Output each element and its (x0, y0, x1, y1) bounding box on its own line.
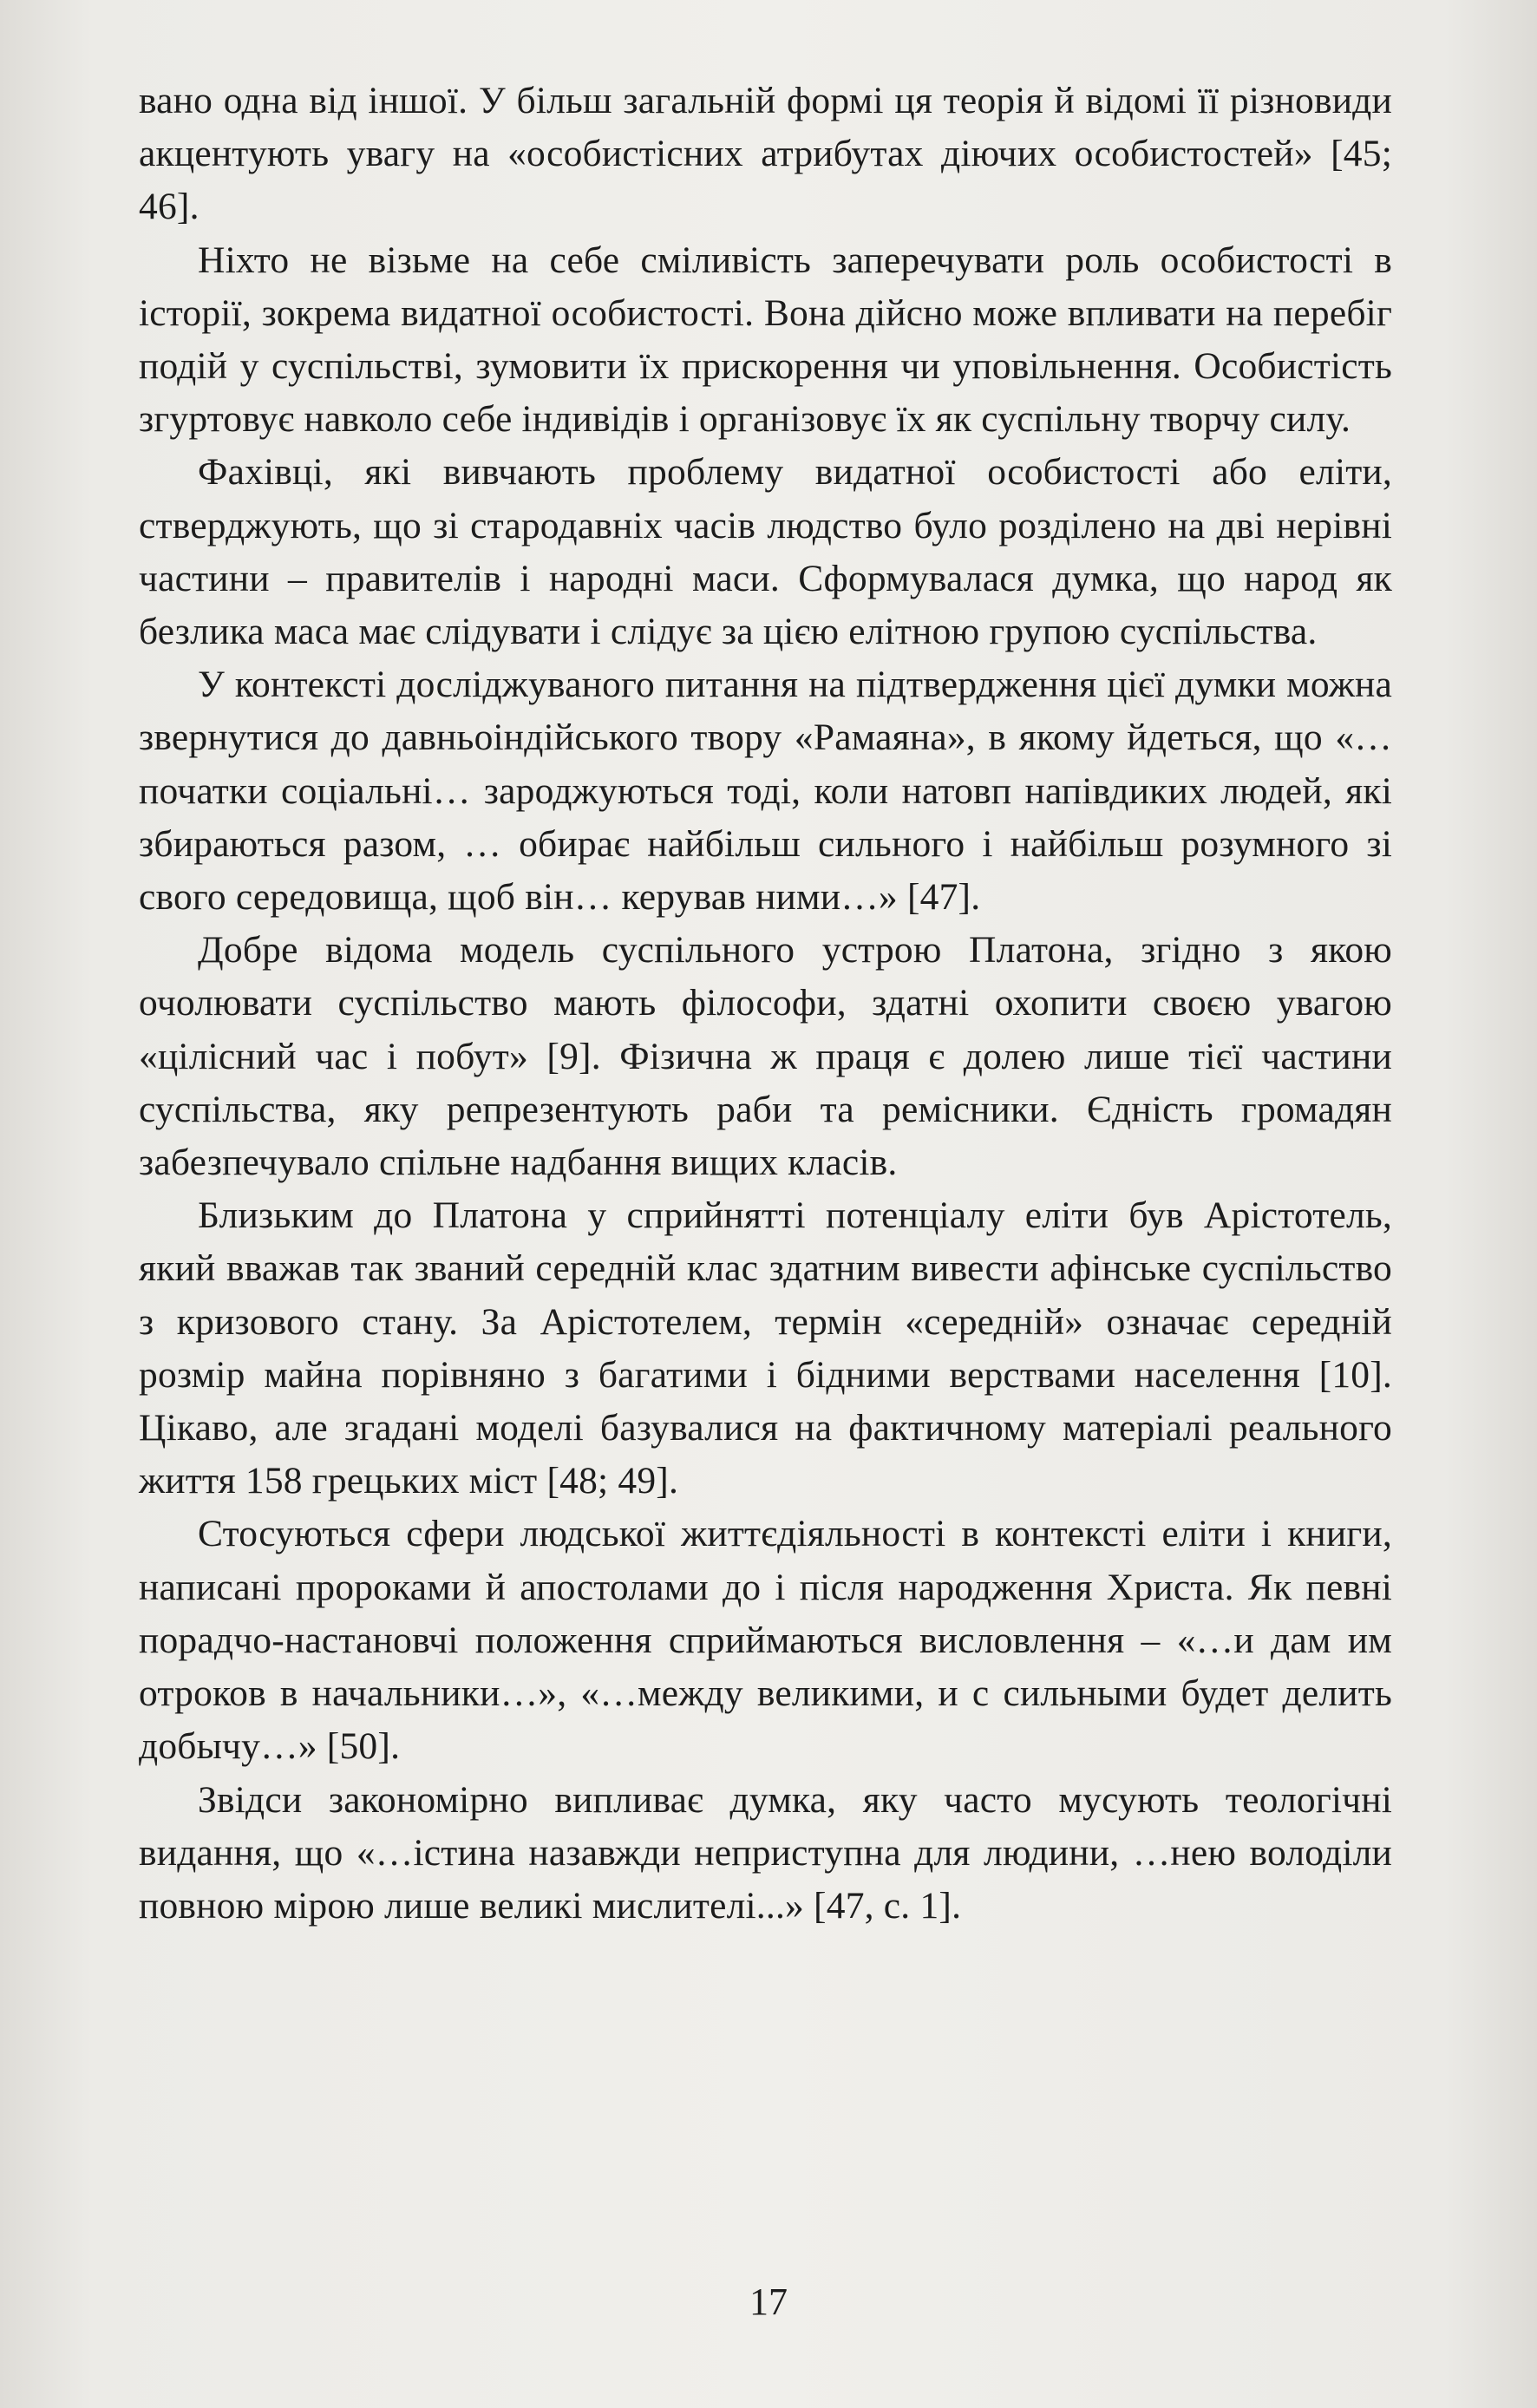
paragraph-7: Стосуються сфери людської життєдіяльності в контексті еліти і книги, написані пророками й апостолами до і після народження Христа. Як певні порадчо-настановчі положення сприймаються висловлення – «…и дам им отроков в начальники…», «…между великими, и с сильными будет делить добычу…» [50]. (139, 1513, 1392, 1768)
paragraph-6: Близьким до Платона у сприйнятті потенціалу еліти був Арістотель, який вважав так званий середній клас здатним вивести афінське суспільство з кризового стану. За Арістотелем, термін «середній» означає середній розмір майна порівняно з багатими і бідними верствами населення [10]. Цікаво, але згадані моделі базувалися на фактичному матеріалі реального життя 158 грецьких міст [48; 49]. (139, 1194, 1392, 1502)
paragraph-3: Фахівці, які вивчають проблему видатної особистості або еліти, стверджують, що зі стародавніх часів людство було розділено на дві нерівні частини – правителів і народні маси. Сформувалася думка, що народ як безлика маса має слідувати і слідує за цією елітною групою суспільства. (139, 451, 1392, 653)
paragraph-2: Ніхто не візьме на себе сміливість заперечувати роль особистості в історії, зокрема видатної особистості. Вона дійсно може впливати на перебіг подій у суспільстві, зумовити їх прискорення чи уповільнення. Особистість згуртовує навколо себе індивідів і організовує їх як суспільну творчу силу. (139, 239, 1392, 441)
paragraph-1: вано одна від іншої. У більш загальній формі ця теорія й відомі її різновиди акцентують увагу на «особистісних атрибутах діючих особистостей» [45; 46]. (139, 80, 1392, 228)
paragraph-4: У контексті досліджуваного питання на підтвердження цієї думки можна звернутися до давньоіндійського твору «Рамаяна», в якому йдеться, що «…початки соціальні… зароджуються тоді, коли натовп напівдиких людей, які збираються разом, … обирає найбільш сильного і найбільш розумного зі свого середовища, щоб він… керував ними…» [47]. (139, 664, 1392, 919)
paragraph-5: Добре відома модель суспільного устрою Платона, згідно з якою очолювати суспільство мають філософи, здатні охопити своєю увагою «цілісний час і побут» [9]. Фізична ж праця є долею лише тієї частини суспільства, яку репрезентують раби та ремісники. Єдність громадян забезпечувало спільне надбання вищих класів. (139, 929, 1392, 1184)
body-text (139, 75, 1392, 1933)
paragraph-8: Звідси закономірно випливає думка, яку часто мусують теологічні видання, що «…істина назавжди неприступна для людини, …нею володіли повною мірою лише великі мислителі...» [47, с. 1]. (139, 1778, 1392, 1927)
page-number: 17 (749, 2280, 788, 2323)
